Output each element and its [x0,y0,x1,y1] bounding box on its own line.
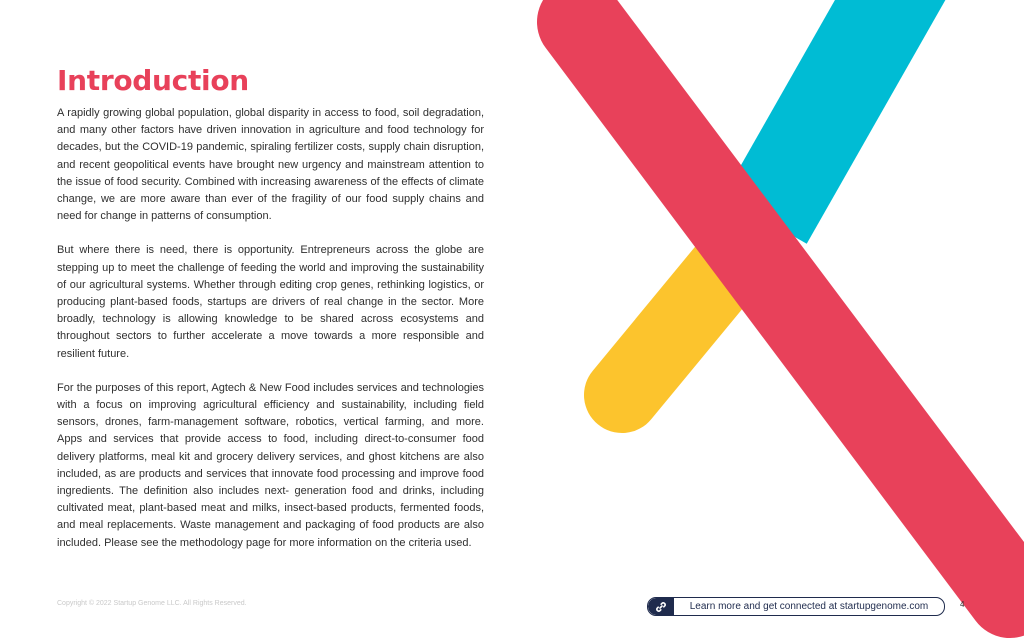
link-icon [648,598,674,615]
intro-paragraph-2: But where there is need, there is opportunity. Entrepreneurs across the globe are stepping up to meet the challenge of feeding the world and improving the sustainability of our agricultural systems. Whether through editing crop genes, rethinking logistics, or producing plant-based foods, startups are drivers of real change in the sector. More broadly, technology is allowing knowledge to be shared across ecosystems and throughout sectors to further accelerate a move towards a more responsible and resilient future. [57,244,484,360]
page-title: Introduction [57,64,249,97]
cyan-stripe [765,0,930,220]
intro-paragraph-1: A rapidly growing global population, global disparity in access to food, soil degradation, and many other factors have driven innovation in agriculture and food technology for decades, but the COVID-19 pandemic, spiraling fertilizer costs, supply chain disruption, and recent geopolitical events have brought new urgency and mainstream attention to the issue of food security. Combined with increasing awareness of the effects of climate change, we are more aware than ever of the fragility of our food supply chains and need for change in patterns of consumption. [57,107,484,223]
page-number: 4 [960,600,965,609]
startupgenome-link-button[interactable] [647,597,945,616]
copyright-notice: Copyright © 2022 Startup Genome LLC. All Rights Reserved. [57,600,247,607]
cta-label: Learn more and get connected at startupgenome.com [689,601,929,612]
intro-paragraph-3: For the purposes of this report, Agtech & New Food includes services and technologies with a focus on improving agricultural efficiency and sustainability, including field sensors, drones, farm-management software, robotics, vertical farming, and more. Apps and services that provide access to food, including direct-to-consumer food delivery platforms, meal kit and grocery delivery services, and ghost kitchens are also included, as are products and services that innovate food processing and improve food ingredients. The definition also includes next- generation food and drinks, including cultivated meat, plant-based meat and milks, insect-based products, fermented foods, and meal replacements. Waste management and packaging of food products are also included. Please see the methodology page for more information on the criteria used. [57,381,484,549]
introduction-section [57,64,484,569]
